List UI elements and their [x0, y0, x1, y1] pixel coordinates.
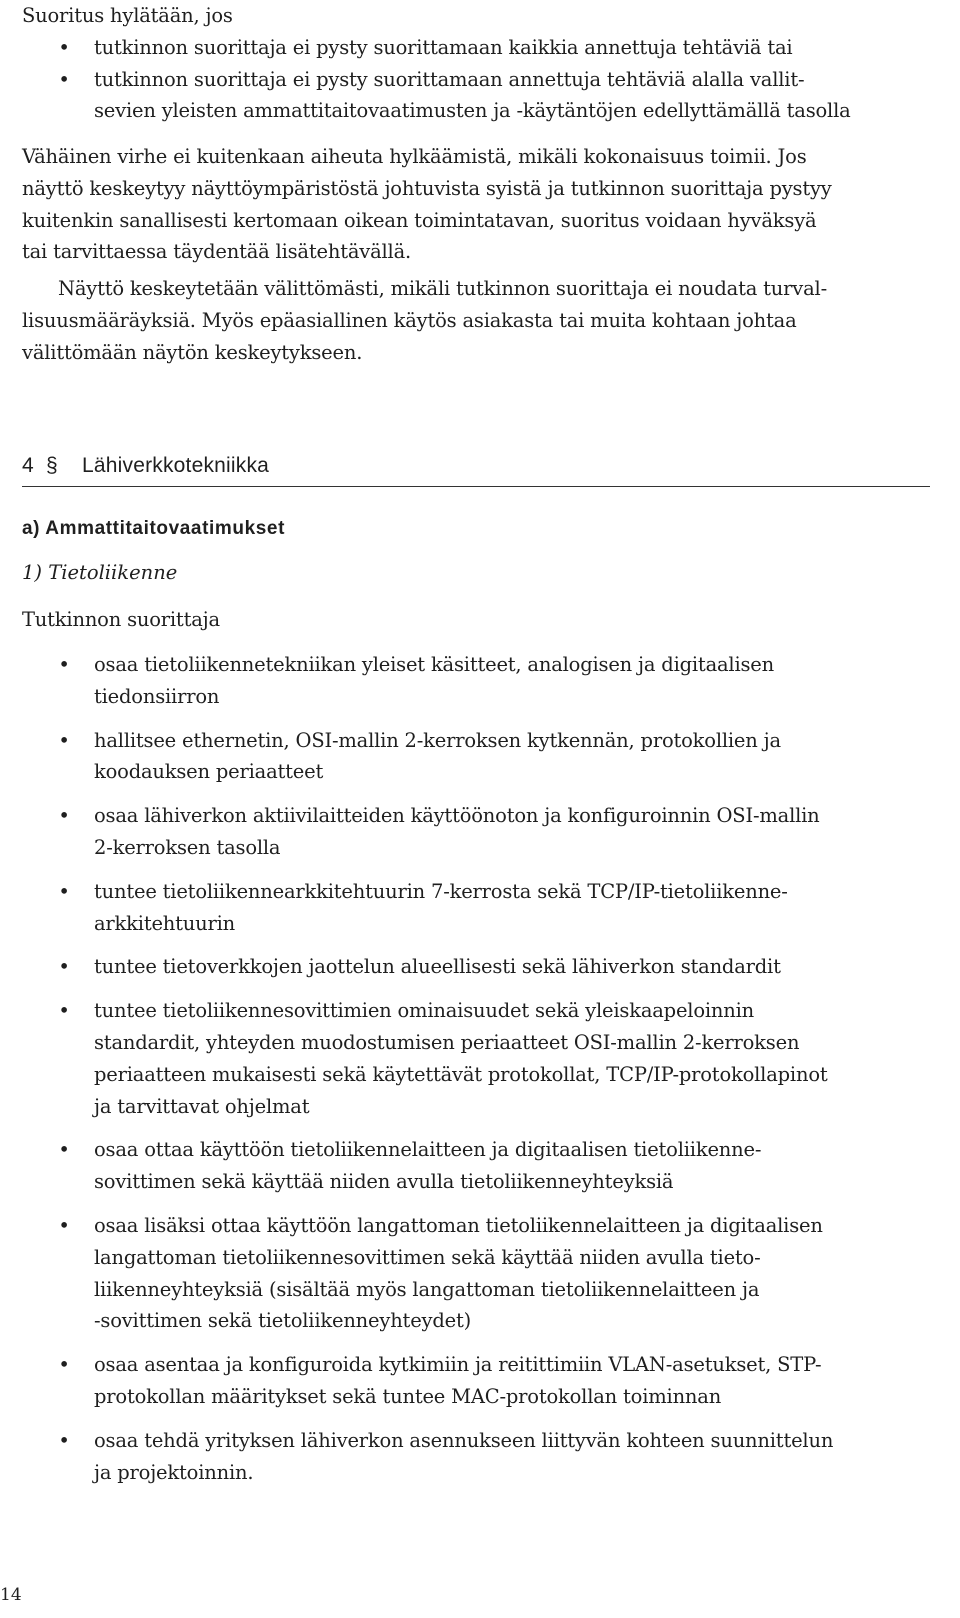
list-item: • tuntee tietoliikennesovittimien ominaisuudet sekä yleiskaapeloinnin standardit, yhteyden muodostumisen periaatteet OSI-mallin 2-kerroksen periaatteen mukaisesti sekä käytettävät protokollat, TCP/IP-protokollapinot ja tarvittavat ohjelmat	[22, 995, 932, 1122]
list-item: • osaa lisäksi ottaa käyttöön langattoman tietoliikennelaitteen ja digitaalisen langattoman tietoliikennesovittimen sekä käyttää niiden avulla tieto- liikenneyhteyksiä (sisältää myös langattoman tietoliikennelaitteen ja -sovittimen sekä tietoliikenneyhteydet)	[22, 1210, 932, 1337]
subsubheading: 1) Tietoliikenne	[22, 561, 178, 584]
list-item: • osaa tietoliikennetekniikan yleiset käsitteet, analogisen ja digitaalisen tiedonsiirron	[22, 649, 932, 713]
subheading: a) Ammattitaitovaatimukset	[22, 518, 286, 539]
list-item: • osaa tehdä yrityksen lähiverkon asennukseen liittyvän kohteen suunnittelun ja projektoinnin.	[22, 1425, 932, 1489]
bullet-icon: •	[58, 1138, 70, 1162]
list-item: • tuntee tietoverkkojen jaottelun alueellisesti sekä lähiverkon standardit	[22, 951, 932, 983]
list-item: • osaa asentaa ja konfiguroida kytkimiin ja reitittimiin VLAN-asetukset, STP- protokollan määritykset sekä tuntee MAC-protokollan toiminnan	[22, 1349, 932, 1413]
rejection-intro	[22, 0, 932, 32]
bullet-icon: •	[58, 1428, 70, 1452]
bullet-icon: •	[58, 653, 70, 676]
bullet-icon: •	[58, 1353, 70, 1377]
list-item: • hallitsee ethernetin, OSI-mallin 2-kerroksen kytkennän, protokollien ja koodauksen periaatteet	[22, 725, 932, 789]
rejection-conditions-list	[22, 32, 932, 127]
minor-error-paragraph: Vähäinen virhe ei kuitenkaan aiheuta hylkäämistä, mikäli kokonaisuus toimii. Jos näyttö keskeytyy näyttöympäristöstä johtuvista syistä ja tutkinnon suorittaja pystyy kuitenkin sanallisesti kertomaan oikean toimintatavan, suoritus voidaan hyväksyä tai tarvittaessa täydentää lisätehtävällä.	[22, 145, 832, 264]
rejection-intro-text: Suoritus hylätään, jos	[22, 4, 233, 27]
requirements-list	[22, 649, 932, 1488]
list-item: • tutkinnon suorittaja ei pysty suorittamaan annettuja tehtäviä alalla vallit- sevien yleisten ammattitaitovaatimusten ja -käytäntöjen edellyttämällä tasolla	[22, 64, 932, 128]
page-number: 14	[0, 1585, 22, 1605]
list-item: • tuntee tietoliikennearkkitehtuurin 7-kerrosta sekä TCP/IP-tietoliikenne- arkkitehtuurin	[22, 876, 932, 940]
bullet-icon: •	[58, 955, 70, 979]
section-sign: §	[46, 454, 58, 477]
bullet-icon: •	[58, 804, 70, 828]
list-intro: Tutkinnon suorittaja	[22, 608, 220, 631]
list-item: • osaa lähiverkon aktiivilaitteiden käyttöönoton ja konfiguroinnin OSI-mallin 2-kerroksen tasolla	[22, 800, 932, 864]
bullet-icon: •	[58, 728, 70, 752]
list-item: • tutkinnon suorittaja ei pysty suorittamaan kaikkia annettuja tehtäviä tai	[22, 32, 932, 64]
section-heading	[22, 450, 930, 487]
bullet-icon: •	[58, 67, 70, 91]
bullet-icon: •	[58, 1213, 70, 1237]
bullet-icon: •	[58, 35, 70, 59]
bullet-icon: •	[58, 999, 70, 1023]
section-number: 4	[22, 454, 34, 477]
list-item: • osaa ottaa käyttöön tietoliikennelaitteen ja digitaalisen tietoliikenne- sovittimen sekä käyttää niiden avulla tietoliikenneyhteyksiä	[22, 1134, 932, 1198]
section-title: Lähiverkkotekniikka	[82, 454, 270, 477]
interruption-paragraph: Näyttö keskeytetään välittömästi, mikäli tutkinnon suorittaja ei noudata turval- lisuusmääräyksiä. Myös epäasiallinen käytös asiakasta tai muita kohtaan johtaa välittömään näytön keskeytykseen.	[22, 277, 827, 364]
bullet-icon: •	[58, 879, 70, 903]
